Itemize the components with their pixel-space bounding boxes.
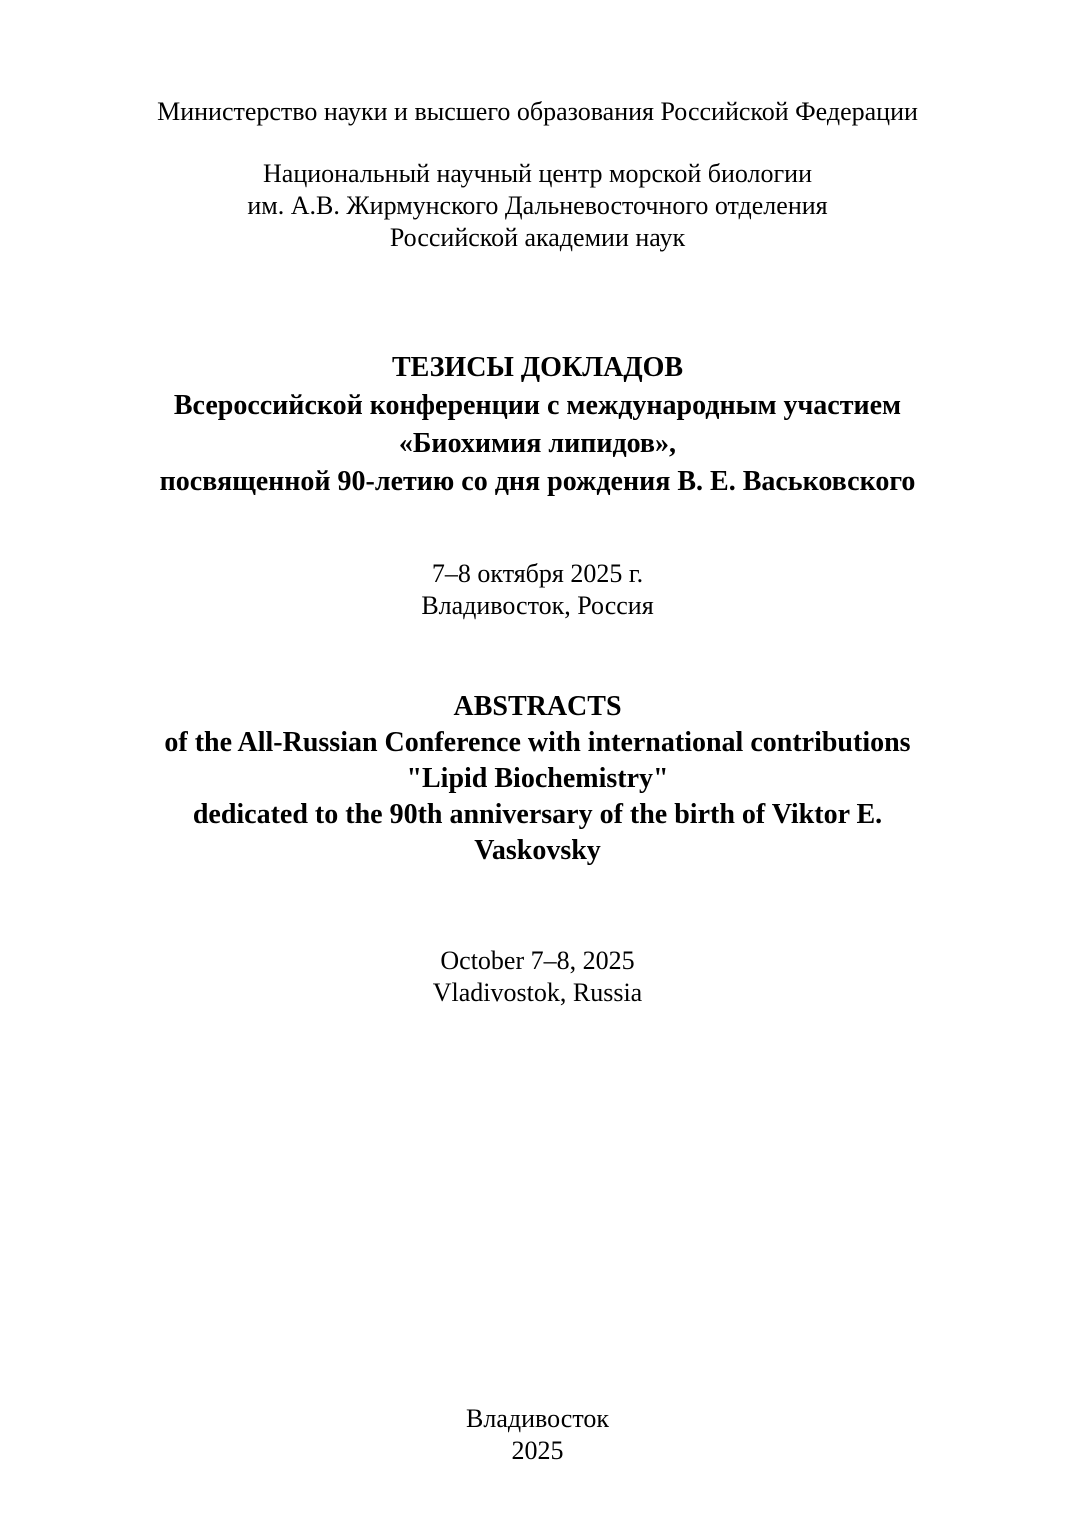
institute-affiliation (0, 158, 1075, 254)
event-date-place-russian (0, 558, 1075, 622)
conference-title-russian (0, 349, 1075, 501)
ministry-header (0, 96, 1075, 128)
institute-line: Российской академии наук (389, 223, 686, 252)
event-ru-place-line: Владивосток, Россия (421, 591, 654, 620)
ministry-line: Министерство науки и высшего образования Российской Федерации (157, 97, 918, 126)
institute-line: Национальный научный центр морской биологии (263, 159, 812, 188)
imprint-city-line: Владивосток (466, 1404, 609, 1433)
institute-line: им. А.В. Жирмунского Дальневосточного отделения (247, 191, 828, 220)
title-en-line: Vaskovsky (474, 835, 601, 866)
title-ru-line: Всероссийской конференции с международным участием (173, 390, 902, 421)
event-date-place-english (0, 945, 1075, 1009)
event-en-place-line: Vladivostok, Russia (432, 978, 643, 1007)
event-en-date-line: October 7–8, 2025 (440, 946, 635, 975)
title-ru-line: посвященной 90-летию со дня рождения В. Е. Васьковского (159, 466, 916, 497)
title-ru-line: «Биохимия липидов», (398, 428, 677, 459)
imprint-year-line: 2025 (511, 1436, 564, 1465)
title-ru-line: ТЕЗИСЫ ДОКЛАДОВ (391, 352, 684, 383)
title-en-line: ABSTRACTS (453, 691, 622, 722)
title-en-line: "Lipid Biochemistry" (406, 763, 669, 794)
imprint (0, 1403, 1075, 1467)
event-ru-date-line: 7–8 октября 2025 г. (431, 559, 644, 588)
conference-title-english (0, 689, 1075, 869)
title-en-line: of the All-Russian Conference with international contributions (164, 727, 911, 758)
title-en-line: dedicated to the 90th anniversary of the birth of Viktor E. (192, 799, 883, 830)
